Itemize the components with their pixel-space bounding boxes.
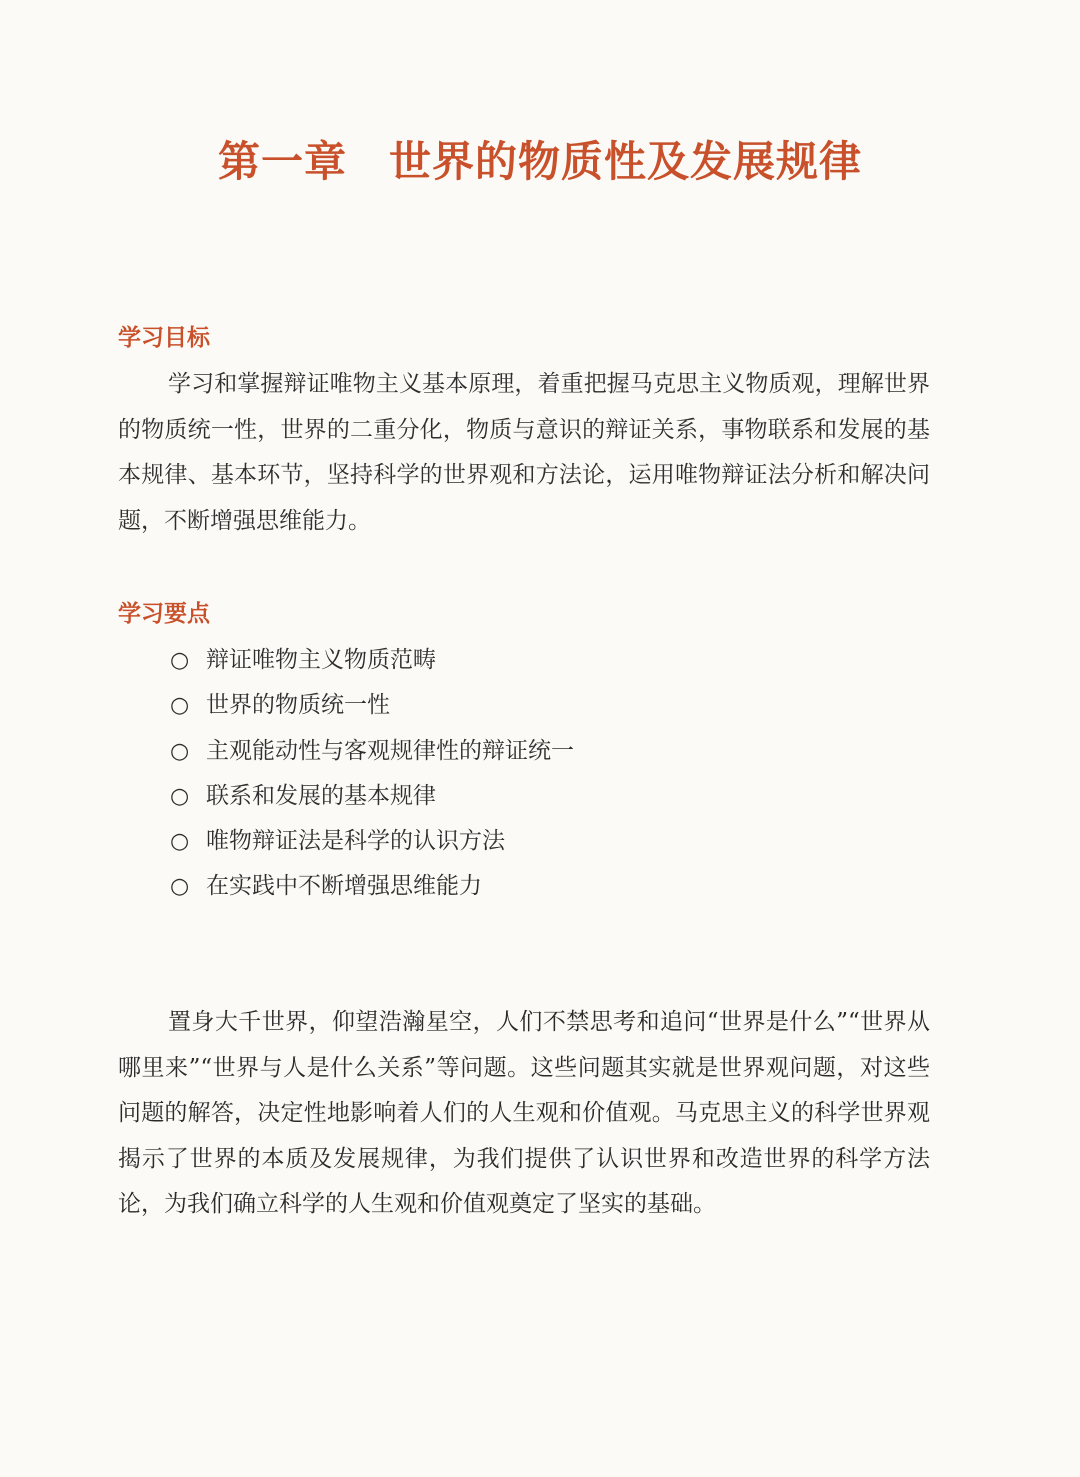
list-item: ○ 在实践中不断增强思维能力 — [170, 864, 574, 909]
chapter-number: 第一章 — [217, 137, 347, 186]
learning-goals-text: 学习和掌握辩证唯物主义基本原理，着重把握马克思主义物质观，理解世界的物质统一性，世界的二重分化，物质与意识的辩证关系，事物联系和发展的基本规律、基本环节，坚持科学的世界观和方法论，运用唯物辩证法分析和解决问题，不断增强思维能力。 — [118, 371, 930, 534]
chapter-name: 世界的物质性及发展规律 — [389, 137, 863, 186]
intro-paragraph: 置身大千世界，仰望浩瀚星空，人们不禁思考和追问“世界是什么”“世界从哪里来”“世界与人是什么关系”等问题。这些问题其实就是世界观问题，对这些问题的解答，决定性地影响着人们的人生观和价值观。马克思主义的科学世界观揭示了世界的本质及发展规律，为我们提供了认识世界和改造世界的科学方法论，为我们确立科学的人生观和价值观奠定了坚实的基础。 — [118, 1009, 930, 1217]
list-item: ○ 辩证唯物主义物质范畴 — [170, 638, 574, 683]
learning-points-heading: 学习要点 — [118, 601, 210, 627]
circle-bullet-icon: ○ — [170, 648, 190, 673]
list-item: ○ 世界的物质统一性 — [170, 683, 574, 728]
list-item: ○ 联系和发展的基本规律 — [170, 774, 574, 819]
circle-bullet-icon: ○ — [170, 783, 190, 809]
list-item: ○ 主观能动性与客观规律性的辩证统一 — [170, 729, 574, 774]
learning-points-list — [170, 638, 574, 910]
circle-bullet-icon: ○ — [170, 874, 190, 900]
circle-bullet-icon: ○ — [170, 693, 190, 719]
chapter-title — [0, 132, 1080, 192]
list-item: ○ 唯物辩证法是科学的认识方法 — [170, 819, 574, 864]
circle-bullet-icon: ○ — [170, 829, 190, 855]
learning-goals-heading: 学习目标 — [118, 325, 210, 351]
circle-bullet-icon: ○ — [170, 738, 190, 764]
